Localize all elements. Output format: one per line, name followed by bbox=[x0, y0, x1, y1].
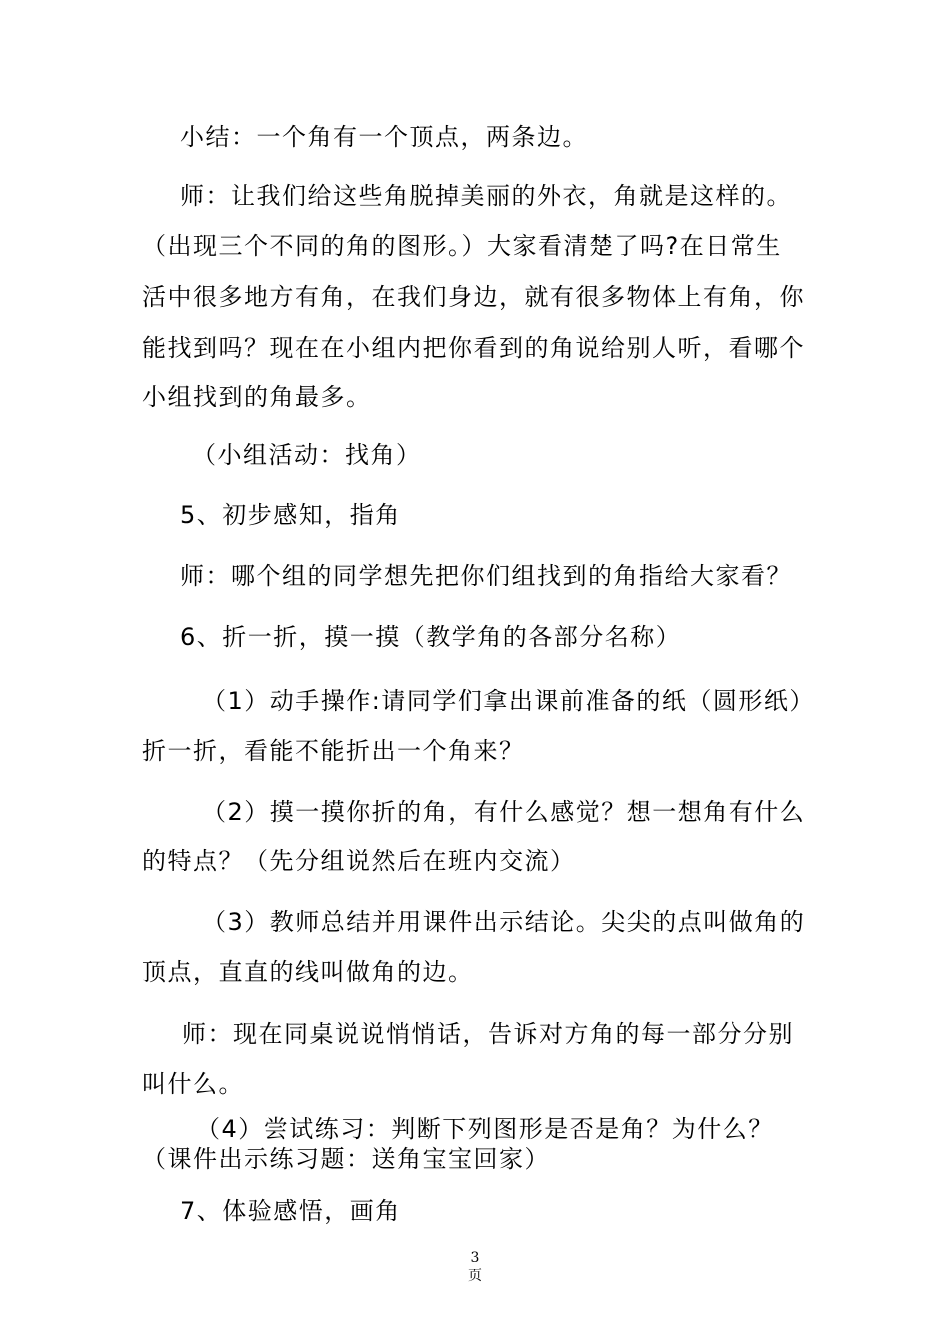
text-line: （小组活动：找角） bbox=[192, 441, 422, 469]
text-line: 活中很多地方有角，在我们身边，就有很多物体上有角，你 bbox=[142, 283, 805, 311]
section-heading: 5、初步感知，指角 bbox=[180, 501, 401, 529]
section-heading: 6、折一折，摸一摸（教学角的各部分名称） bbox=[180, 623, 682, 651]
text-line: （4）尝试练习：判断下列图形是否是角？为什么？ bbox=[196, 1115, 774, 1143]
text-line: 小结：一个角有一个顶点，两条边。 bbox=[180, 123, 588, 151]
text-line: 叫什么。 bbox=[142, 1070, 244, 1098]
text-line: 折一折，看能不能折出一个角来？ bbox=[142, 737, 525, 765]
text-line: 能找到吗？现在在小组内把你看到的角说给别人听，看哪个 bbox=[142, 334, 805, 362]
text-line: （3）教师总结并用课件出示结论。尖尖的点叫做角的 bbox=[202, 908, 806, 936]
text-line: （2）摸一摸你折的角，有什么感觉？想一想角有什么 bbox=[202, 798, 806, 826]
text-line: 师：哪个组的同学想先把你们组找到的角指给大家看？ bbox=[180, 562, 792, 590]
text-line: 师：现在同桌说说悄悄话，告诉对方角的每一部分分别 bbox=[182, 1020, 794, 1048]
text-line: 小组找到的角最多。 bbox=[142, 383, 372, 411]
text-line: （出现三个不同的角的图形。）大家看清楚了吗?在日常生 bbox=[142, 232, 782, 260]
text-line: （1）动手操作:请同学们拿出课前准备的纸（圆形纸） bbox=[202, 687, 815, 715]
text-line: 的特点？（先分组说然后在班内交流） bbox=[142, 847, 576, 875]
section-heading: 7、体验感悟，画角 bbox=[180, 1197, 401, 1225]
text-line: （课件出示练习题：送角宝宝回家） bbox=[142, 1145, 550, 1173]
text-line: 顶点，直直的线叫做角的边。 bbox=[142, 958, 474, 986]
page-number: 3 bbox=[470, 1250, 480, 1266]
page-unit-label: 页 bbox=[468, 1268, 482, 1284]
text-line: 师：让我们给这些角脱掉美丽的外衣，角就是这样的。 bbox=[180, 182, 792, 210]
